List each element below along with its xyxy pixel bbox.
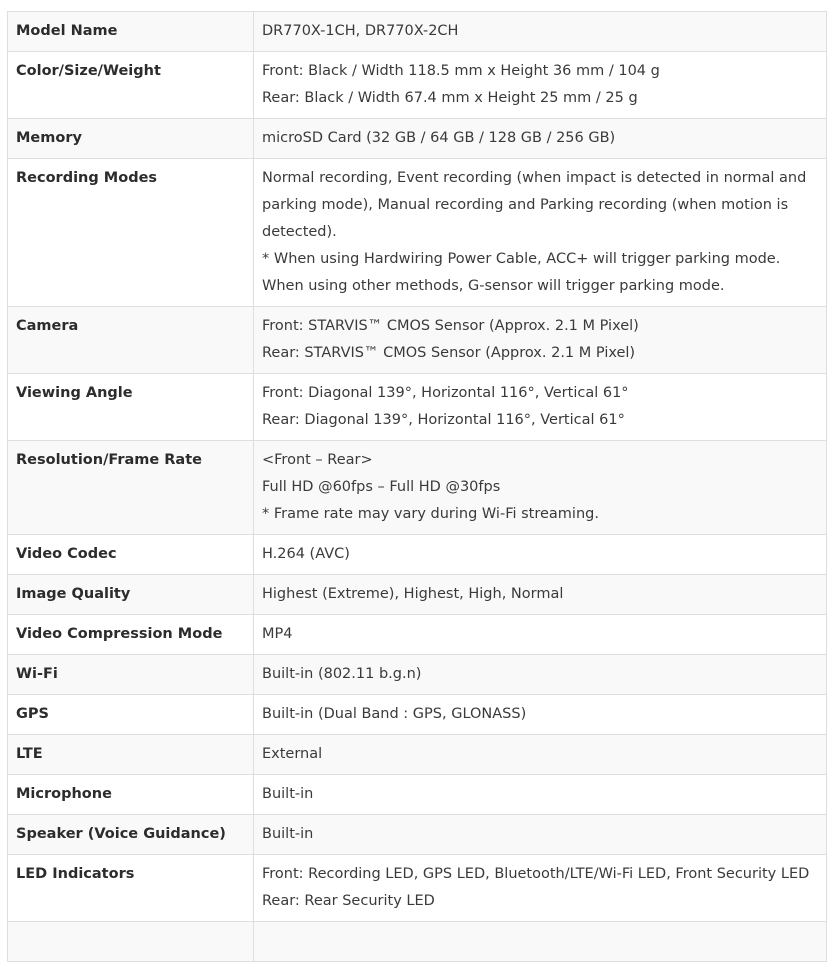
spec-value bbox=[254, 615, 827, 655]
spec-label: Image Quality bbox=[8, 575, 254, 615]
spec-value bbox=[254, 374, 827, 441]
table-row bbox=[8, 922, 827, 962]
spec-value bbox=[254, 775, 827, 815]
spec-value bbox=[254, 735, 827, 775]
spec-value-line: H.264 (AVC) bbox=[262, 546, 350, 562]
spec-value-line: * When using Hardwiring Power Cable, ACC+ will trigger parking mode. When using other methods, G-sensor will trigger parking mode. bbox=[262, 251, 781, 294]
table-row bbox=[8, 535, 827, 575]
spec-value-line: Built-in bbox=[262, 826, 314, 842]
spec-table-body bbox=[8, 12, 827, 962]
spec-value bbox=[254, 52, 827, 119]
spec-label: Resolution/Frame Rate bbox=[8, 441, 254, 535]
spec-value-line: DR770X-1CH, DR770X-2CH bbox=[262, 23, 459, 39]
table-row bbox=[8, 575, 827, 615]
spec-value-line: Rear: Diagonal 139°, Horizontal 116°, Vertical 61° bbox=[262, 412, 625, 428]
spec-label: Speaker (Voice Guidance) bbox=[8, 815, 254, 855]
spec-label: GPS bbox=[8, 695, 254, 735]
table-row bbox=[8, 52, 827, 119]
spec-label: Memory bbox=[8, 119, 254, 159]
table-row bbox=[8, 159, 827, 307]
table-row bbox=[8, 441, 827, 535]
spec-value-line: Normal recording, Event recording (when impact is detected in normal and parking mode), Manual recording and Parking recording (when motion is detected). bbox=[262, 170, 807, 240]
spec-value-line: Built-in (Dual Band : GPS, GLONASS) bbox=[262, 706, 527, 722]
spec-value bbox=[254, 855, 827, 922]
spec-value bbox=[254, 695, 827, 735]
spec-label: Recording Modes bbox=[8, 159, 254, 307]
spec-value bbox=[254, 815, 827, 855]
table-row bbox=[8, 12, 827, 52]
spec-value-line: * Frame rate may vary during Wi-Fi streaming. bbox=[262, 506, 599, 522]
spec-value-line: Full HD @60fps – Full HD @30fps bbox=[262, 479, 501, 495]
spec-value-line: MP4 bbox=[262, 626, 293, 642]
spec-value-line: Rear: Rear Security LED bbox=[262, 893, 435, 909]
spec-value bbox=[254, 12, 827, 52]
table-row bbox=[8, 655, 827, 695]
table-row bbox=[8, 374, 827, 441]
spec-value bbox=[254, 119, 827, 159]
table-row bbox=[8, 615, 827, 655]
table-row bbox=[8, 775, 827, 815]
table-row bbox=[8, 735, 827, 775]
spec-label: Wi-Fi bbox=[8, 655, 254, 695]
spec-table bbox=[7, 11, 827, 962]
spec-value-line: Highest (Extreme), Highest, High, Normal bbox=[262, 586, 564, 602]
spec-label bbox=[8, 922, 254, 962]
spec-value-line: Front: Recording LED, GPS LED, Bluetooth/LTE/Wi-Fi LED, Front Security LED bbox=[262, 866, 810, 882]
spec-value-line: Front: Diagonal 139°, Horizontal 116°, Vertical 61° bbox=[262, 385, 629, 401]
spec-value-line: Front: Black / Width 118.5 mm x Height 36 mm / 104 g bbox=[262, 63, 660, 79]
spec-value bbox=[254, 922, 827, 962]
spec-value-line: Rear: Black / Width 67.4 mm x Height 25 mm / 25 g bbox=[262, 90, 638, 106]
spec-label: Viewing Angle bbox=[8, 374, 254, 441]
spec-label: LED Indicators bbox=[8, 855, 254, 922]
spec-value bbox=[254, 655, 827, 695]
spec-label: Camera bbox=[8, 307, 254, 374]
table-row bbox=[8, 119, 827, 159]
spec-value bbox=[254, 441, 827, 535]
table-row bbox=[8, 855, 827, 922]
spec-value-line: Built-in (802.11 b.g.n) bbox=[262, 666, 422, 682]
spec-value bbox=[254, 535, 827, 575]
spec-value-line: Built-in bbox=[262, 786, 314, 802]
spec-value-line: External bbox=[262, 746, 323, 762]
table-row bbox=[8, 307, 827, 374]
spec-label: Microphone bbox=[8, 775, 254, 815]
spec-value-line: Rear: STARVIS™ CMOS Sensor (Approx. 2.1 M Pixel) bbox=[262, 345, 636, 361]
spec-label: Video Compression Mode bbox=[8, 615, 254, 655]
spec-label: Model Name bbox=[8, 12, 254, 52]
spec-label: Color/Size/Weight bbox=[8, 52, 254, 119]
spec-label: Video Codec bbox=[8, 535, 254, 575]
table-row bbox=[8, 815, 827, 855]
spec-value bbox=[254, 307, 827, 374]
spec-label: LTE bbox=[8, 735, 254, 775]
spec-value bbox=[254, 575, 827, 615]
spec-value-line: Front: STARVIS™ CMOS Sensor (Approx. 2.1 M Pixel) bbox=[262, 318, 639, 334]
spec-value bbox=[254, 159, 827, 307]
table-row bbox=[8, 695, 827, 735]
spec-value-line: microSD Card (32 GB / 64 GB / 128 GB / 256 GB) bbox=[262, 130, 616, 146]
spec-value-line: <Front – Rear> bbox=[262, 452, 373, 468]
